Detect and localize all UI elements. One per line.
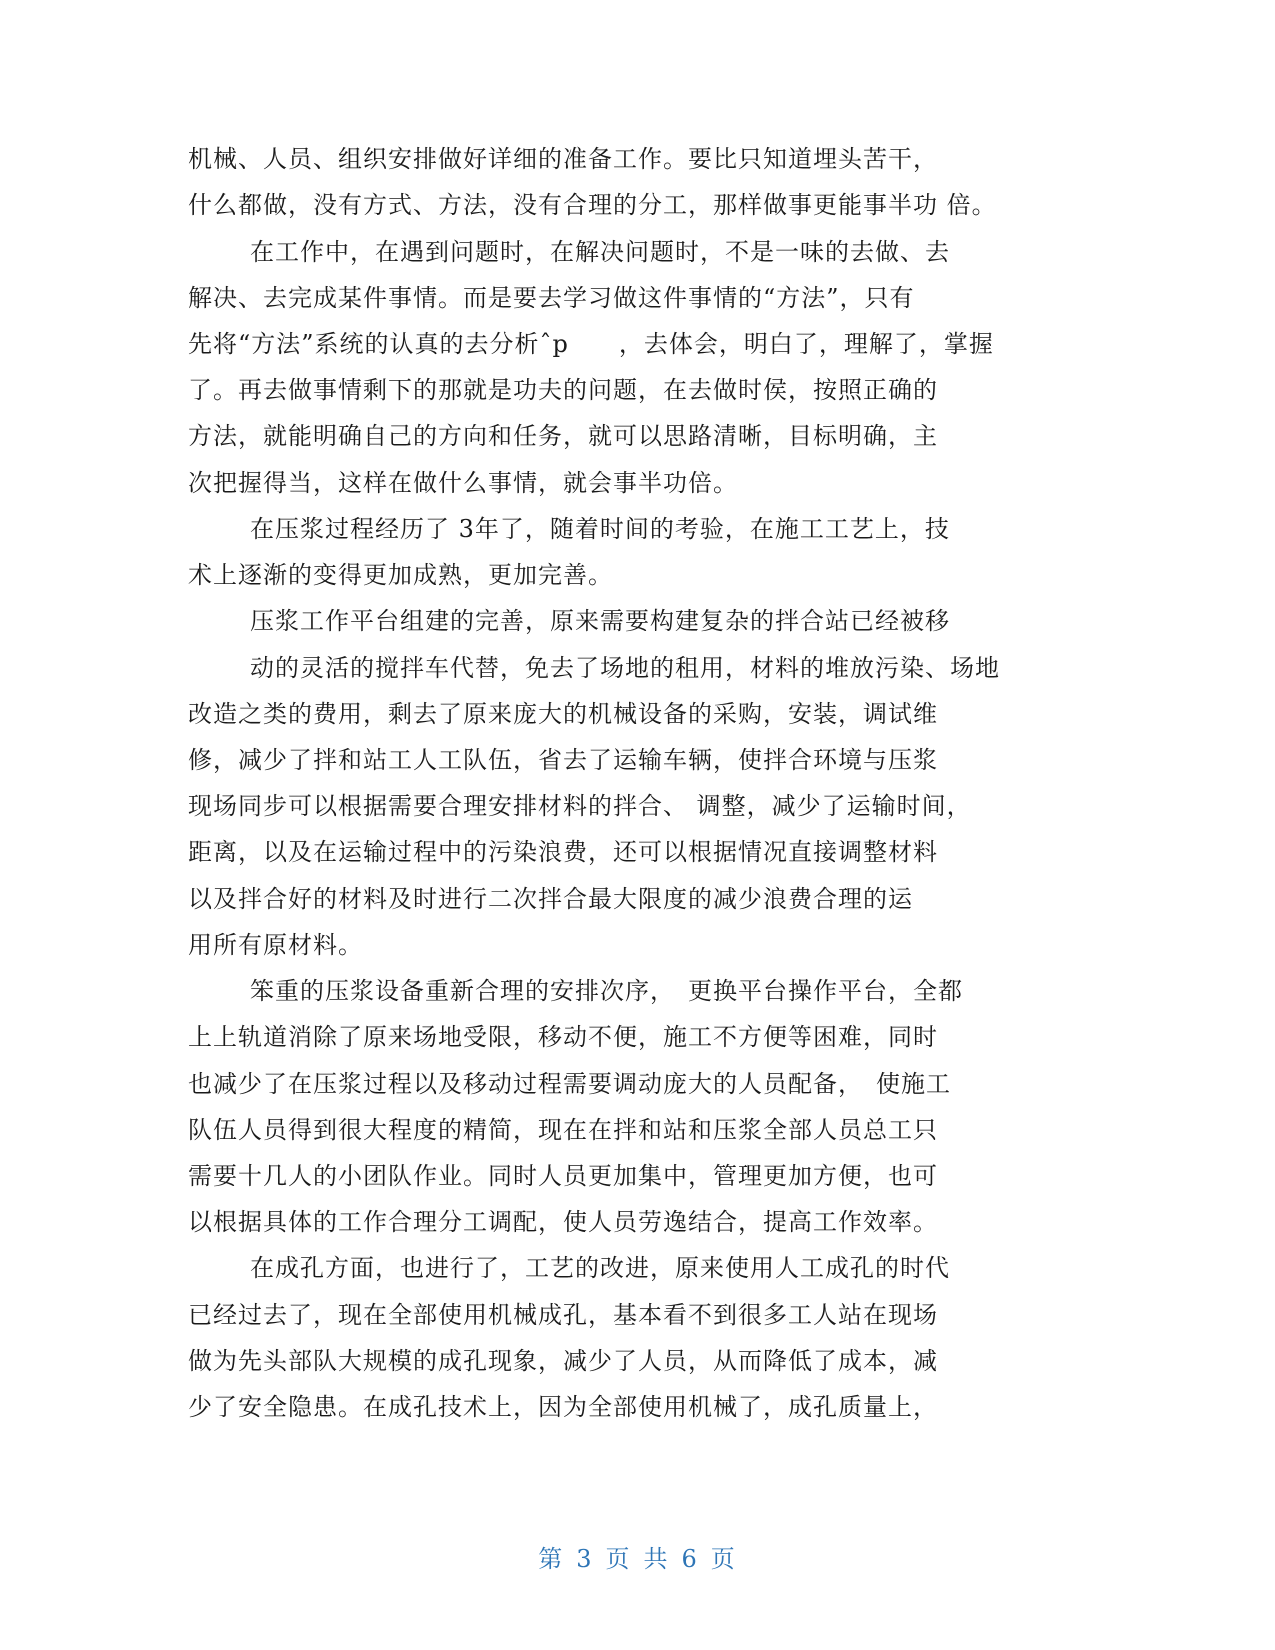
body-line: 动的灵活的搅拌车代替，免去了场地的租用，材料的堆放污染、场地	[250, 654, 1000, 682]
body-line: 在工作中，在遇到问题时，在解决问题时，不是一味的去做、去	[250, 238, 950, 266]
body-line: 改造之类的费用，剩去了原来庞大的机械设备的采购，安装，调试维	[188, 700, 938, 728]
body-line: 也减少了在压浆过程以及移动过程需要调动庞大的人员配备， 使施工	[188, 1070, 951, 1098]
body-line: 少了安全隐患。在成孔技术上，因为全部使用机械了，成孔质量上，	[188, 1393, 938, 1421]
body-line: 在成孔方面，也进行了，工艺的改进，原来使用人工成孔的时代	[250, 1254, 950, 1282]
body-line: 了。再去做事情剩下的那就是功夫的问题，在去做时侯，按照正确的	[188, 376, 938, 404]
body-line: 距离，以及在运输过程中的污染浪费，还可以根据情况直接调整材料	[188, 838, 938, 866]
body-line: 用所有原材料。	[188, 931, 363, 959]
body-line: 以根据具体的工作合理分工调配，使人员劳逸结合，提高工作效率。	[188, 1208, 938, 1236]
body-line: 队伍人员得到很大程度的精简，现在在拌和站和压浆全部人员总工只	[188, 1116, 938, 1144]
body-line: 次把握得当，这样在做什么事情，就会事半功倍。	[188, 469, 738, 497]
total-label-prefix: 共	[643, 1545, 670, 1573]
body-line: 已经过去了，现在全部使用机械成孔，基本看不到很多工人站在现场	[188, 1301, 938, 1329]
body-line: 先将“方法”系统的认真的去分析ˆp ，去体会，明白了，理解了，掌握	[188, 330, 994, 358]
body-line: 上上轨道消除了原来场地受限，移动不便，施工不方便等困难，同时	[188, 1023, 938, 1051]
page-label-suffix: 页	[710, 1545, 737, 1573]
body-line: 做为先头部队大规模的成孔现象，减少了人员，从而降低了成本，减	[188, 1347, 938, 1375]
body-line: 压浆工作平台组建的完善，原来需要构建复杂的拌合站已经被移	[250, 607, 950, 635]
body-line: 术上逐渐的变得更加成熟，更加完善。	[188, 561, 613, 589]
body-line: 以及拌合好的材料及时进行二次拌合最大限度的减少浪费合理的运	[188, 885, 913, 913]
body-line: 解决、去完成某件事情。而是要去学习做这件事情的“方法”，只有	[188, 284, 915, 312]
body-line: 现场同步可以根据需要合理安排材料的拌合、 调整，减少了运输时间，	[188, 792, 972, 820]
total-page-number: 6	[681, 1545, 699, 1573]
body-line: 方法，就能明确自己的方向和任务，就可以思路清晰，目标明确，主	[188, 422, 938, 450]
body-line: 笨重的压浆设备重新合理的安排次序， 更换平台操作平台，全都	[250, 977, 963, 1005]
body-line: 需要十几人的小团队作业。同时人员更加集中，管理更加方便，也可	[188, 1162, 938, 1190]
page-footer	[0, 1544, 1275, 1574]
current-page-number: 3	[576, 1545, 594, 1573]
page-label-prefix: 第	[538, 1545, 565, 1573]
page-label-mid: 页	[605, 1545, 632, 1573]
body-line: 在压浆过程经历了 3年了，随着时间的考验，在施工工艺上，技	[250, 515, 950, 543]
body-line: 什么都做，没有方式、方法，没有合理的分工，那样做事更能事半功 倍。	[188, 191, 997, 219]
body-line: 机械、人员、组织安排做好详细的准备工作。要比只知道埋头苦干，	[188, 145, 938, 173]
body-line: 修，减少了拌和站工人工队伍，省去了运输车辆，使拌合环境与压浆	[188, 746, 938, 774]
